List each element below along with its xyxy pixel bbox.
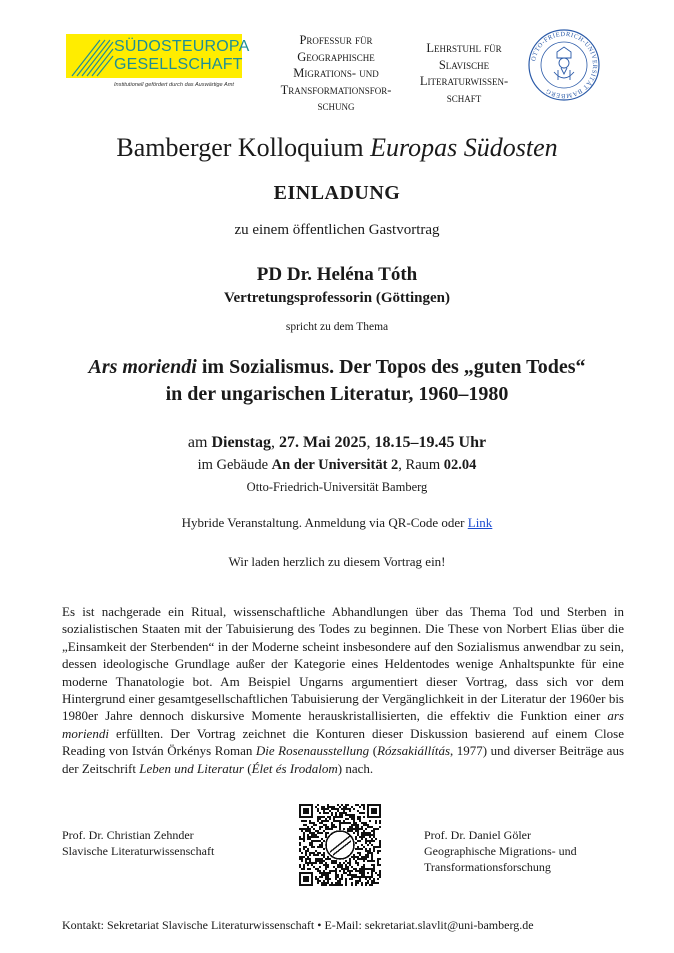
room-prefix: , Raum <box>398 457 444 473</box>
signature-department: Transformationsforschung <box>424 860 551 874</box>
chair1-line: Professur für <box>299 33 373 47</box>
colloquium-title <box>0 132 674 164</box>
abstract-italic: Leben und Literatur <box>139 760 244 776</box>
chair1-line: Migrations- und <box>293 66 379 80</box>
university-name: Otto-Friedrich-Universität Bamberg <box>246 480 428 494</box>
contact-footer: Kontakt: Sekretariat Slavische Literaturwissenschaft • E-Mail: sekretariat.slavlit@uni-bamberg.de <box>62 918 534 932</box>
abstract-paragraph <box>62 603 624 777</box>
signature-department: Slavische Literaturwissenschaft <box>62 844 215 858</box>
chair2-line: Slavische <box>438 57 490 72</box>
seal-lettering: OTTO-FRIEDRICH-UNIVERSITÄT BAMBERG <box>530 30 599 100</box>
time: 18.15–19.45 Uhr <box>374 434 487 451</box>
qr-center-logo-icon <box>326 831 354 859</box>
talk-title-line1 <box>0 356 674 379</box>
signature-name: Prof. Dr. Daniel Göler <box>424 828 531 842</box>
talk-title-italic: Ars moriendi <box>88 356 197 378</box>
room: 02.04 <box>443 457 477 473</box>
invitation-heading: EINLADUNG <box>273 182 401 204</box>
talk-title-rest: im Sozialismus. Der Topos des „guten Todes“ <box>196 356 586 378</box>
chair2-line: schaft <box>446 90 482 105</box>
title-italic: Europas Südosten <box>370 133 558 162</box>
abstract-text: Es ist nachgerade ein Ritual, wissenschaftliche Abhandlungen über das Thema Tod und Sterben in sozialistischen Staaten mit der Tabuisierung des Todes zu beginnen. Die These von Norbert Elias über die „Einsamkeit der Sterbenden“ in der Moderne scheint insbesondere auf den Sozialismus anwendbar zu sein, dessen ideologische Grundlage außer der Kategorie eines Heldentodes wenige Anhaltspunkte für eine moderne Thanatologie bot. Am Beispiel Ungarns argumentiert dieser Vortrag, dass sich vor dem Hintergrund einer gesamtgesellschaftlichen Tabuisierung der Vergänglichkeit in der Literatur der 1960er bis 1980er Jahre dennoch diskursive Momente herauskristallisierten, die effektiv die Funktion einer <box>62 604 624 724</box>
abstract-text: ( <box>369 743 378 759</box>
speaks-on-label: spricht zu dem Thema <box>285 321 389 333</box>
abstract-italic: Rózsakiállítás <box>377 743 451 759</box>
venue-prefix: im Gebäude <box>197 457 272 473</box>
chair1-line: Transformationsfor- <box>280 82 392 97</box>
title-plain: Bamberger Kolloquium <box>116 133 371 162</box>
signature-left <box>62 827 214 859</box>
date: 27. Mai 2025 <box>279 434 367 451</box>
abstract-text: ) nach. <box>337 760 374 776</box>
speaker-role: Vertretungsprofessorin (Göttingen) <box>224 290 450 306</box>
hybrid-registration <box>0 515 674 531</box>
weekday: Dienstag <box>211 434 271 451</box>
chair2-line: Lehrstuhl für <box>426 41 502 55</box>
invitation-intro: zu einem öffentlichen Gastvortrag <box>234 222 440 238</box>
date-time <box>0 434 674 452</box>
logo-text-line2: GESELLSCHAFT <box>114 56 243 73</box>
date-sep: , <box>366 434 375 451</box>
abstract-text: , 1977) und diverser Beiträge aus der Zeitschrift <box>62 743 625 776</box>
talk-title-line2: in der ungarischen Literatur, 1960–1980 <box>165 383 509 405</box>
speaker-name: PD Dr. Heléna Tóth <box>256 264 418 285</box>
logo-text-line1: SÜDOSTEUROPA <box>114 38 250 55</box>
abstract-italic: Die Rosenausstellung <box>255 743 370 759</box>
abstract-italic: ars moriendi <box>62 708 624 741</box>
signature-name: Prof. Dr. Christian Zehnder <box>62 828 194 842</box>
abstract-text: ( <box>243 760 252 776</box>
svg-text:OTTO-FRIEDRICH-UNIVERSITÄT BAM <box>530 31 598 99</box>
chair1-line: Geographische <box>297 49 375 64</box>
venue <box>0 457 674 474</box>
abstract-text: erfüllten. Der Vortrag zeichnet die Konturen dieser Diskussion basierend auf einem Close Reading von István Örkénys Roman <box>62 725 624 759</box>
date-prefix: am <box>187 434 212 451</box>
logo-tagline: Institutionell gefördert durch das Auswärtige Amt <box>114 82 234 88</box>
chair-geography <box>250 32 422 115</box>
building: An der Universität 2 <box>271 457 399 473</box>
suedosteuropa-gesellschaft-logo <box>66 34 250 94</box>
date-sep: , <box>271 434 279 451</box>
university-seal-icon <box>527 28 601 102</box>
registration-qr-code[interactable] <box>299 804 381 886</box>
chair1-line: schung <box>317 99 355 113</box>
chair-slavic-literature <box>405 40 523 106</box>
hybrid-text: Hybride Veranstaltung. Anmeldung via QR-Code oder <box>181 515 468 530</box>
signature-department: Geographische Migrations- und <box>424 844 577 858</box>
chair2-line: Literaturwissen- <box>419 74 509 88</box>
logo-stripes-icon <box>70 38 114 78</box>
registration-link[interactable]: Link <box>467 515 493 530</box>
signature-right <box>424 827 577 875</box>
welcome-text: Wir laden herzlich zu diesem Vortrag ein! <box>228 554 446 569</box>
abstract-italic: Élet és Irodalom <box>251 760 338 776</box>
